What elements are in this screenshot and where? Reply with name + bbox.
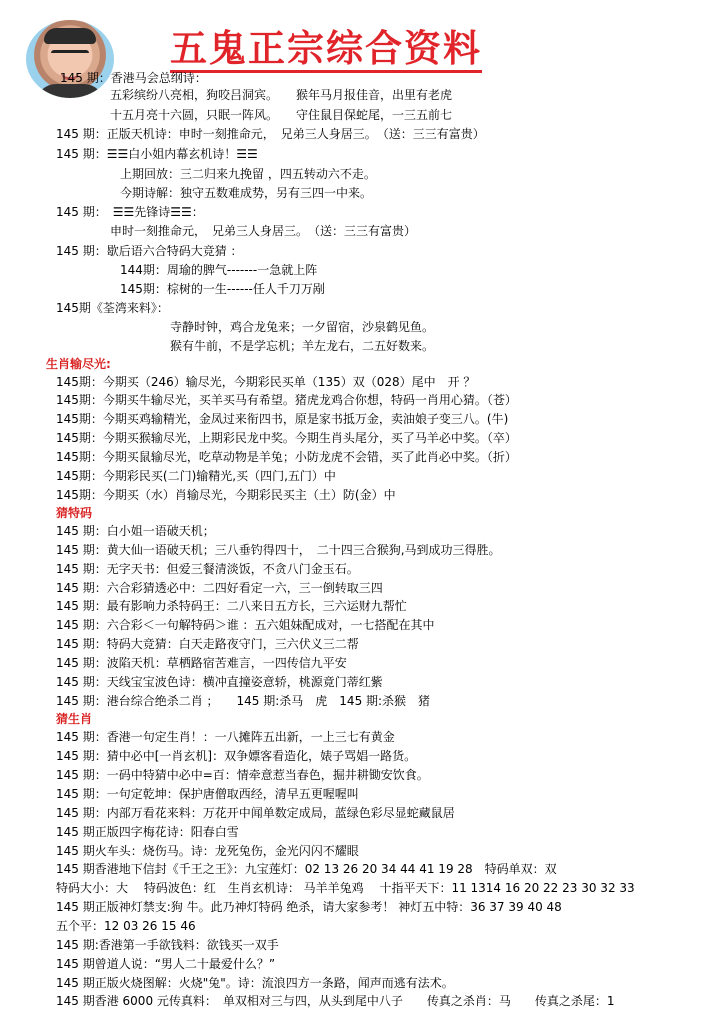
- text-line: 145 期：一句定乾坤：保护唐僧取西经，清早五更喔喔叫: [56, 787, 359, 801]
- text-line: 145 期香港 6000 元传真料： 单双相对三与四，从头到尾中八子 传真之杀肖：马 传真之杀尾：1: [56, 994, 615, 1008]
- text-line: 144期：周瑜的脾气-------一急就上阵: [120, 263, 318, 277]
- text-line: 145 期正版神灯禁支:狗 牛。此乃神灯特码 绝杀，请大家参考！ 神灯五中特：36 37 39 40 48: [56, 900, 562, 914]
- section-heading: 猜特码: [56, 506, 93, 520]
- text-line: 145 期：白小姐一语破天机；: [56, 524, 215, 538]
- text-line: 145 期：一码中特猜中必中=百：情牵意惹当春色，掘井耕锄安饮食。: [56, 768, 429, 782]
- text-line: 145 期：☰☰白小姐内幕玄机诗！☰☰: [56, 147, 258, 161]
- text-line: 145 期曾道人说：“男人二十最爱什么？”: [56, 957, 276, 971]
- text-line: 145 期：港台综合绝杀二肖 ； 145 期:杀马 虎 145 期:杀猴 猪: [56, 694, 431, 708]
- text-line: 申时一刻推命元， 兄弟三人身居三。 （送：三三有富贵）: [110, 224, 417, 238]
- text-line: 145 期：六合彩猜透必中：二四好看定一六，三一倒转取三四: [56, 581, 383, 595]
- text-line: 145 期：正版天机诗：申时一刻推命元， 兄弟三人身居三。 （送：三三有富贵）: [56, 127, 485, 141]
- text-line: 145期：今期买鼠输尽光，吃草动物是羊兔；小防龙虎不会错，买了此肖必中奖。（折）: [56, 450, 517, 464]
- text-line: 十五月亮十六圆，只眠一阵风。 守住鼠目保蛇尾，一三五前七: [110, 108, 453, 122]
- text-line: 145 期：香港一句定生肖！：一八摊阵五出新，一上三七有黄金: [56, 730, 395, 744]
- text-line: 145 期：内部万看花来料：万花开中闻单数定成局，蓝绿色彩尽显蛇藏鼠居: [56, 806, 455, 820]
- text-line: 145 期:香港第一手欲钱料：欲钱买一双手: [56, 938, 279, 952]
- page-title: 五鬼正宗综合资料: [170, 26, 482, 73]
- text-line: 猴有牛前，不是学忘机；羊左龙右，二五好数来。: [170, 339, 435, 353]
- text-line: 145 期火车头：烧伤马。诗：龙死兔伤，金光闪闪不耀眼: [56, 844, 359, 858]
- text-line: 145 期：六合彩＜一句解特码＞谁 ：五六姐妹配成对，一七搭配在其中: [56, 618, 435, 632]
- text-line: 今期诗解：独守五数难成势，另有三四一中来。: [120, 186, 373, 200]
- text-line: 145期：今期买猴输尽光，上期彩民龙中奖。今期生肖头尾分，买了马羊必中奖。（卒）: [56, 431, 517, 445]
- text-line: 145期：今期买（246）输尽光，今期彩民买单（135）双（028）尾中 开 ？: [56, 375, 476, 389]
- text-line: 145期：今期买（水）肖输尽光，今期彩民买主（土）防(金）中: [56, 488, 396, 502]
- text-line: 145 期：歇后语六合特码大竞猜 ：: [56, 244, 243, 258]
- text-line: 145期：今期买鸡输精光，金凤过来衔四书，原是家书抵万金，卖油娘子变三八。(牛): [56, 412, 509, 426]
- text-line: 145 期：波陷天机：草栖路宿苦难言，一四传信九平安: [56, 656, 347, 670]
- text-line: 145 期：特码大竞猜：白天走路夜守门，三六伏义三二帮: [56, 637, 359, 651]
- section-heading: 生肖输尽光:: [46, 357, 111, 371]
- text-line: 145 期：香港马会总纲诗：: [60, 71, 207, 85]
- text-line: 145期《荃湾来料》：: [56, 301, 169, 315]
- text-line: 145 期香港地下信封《千王之王》：九宝莲灯：02 13 26 20 34 44 41 19 28 特码单双：双: [56, 862, 557, 876]
- text-line: 145 期：无字天书：但爱三餐清淡饭，不贪八门金玉石。: [56, 562, 359, 576]
- text-line: 145 期：猜中必中[一肖玄机]：双争嫖客看造化，婊子骂娼一路货。: [56, 749, 417, 763]
- text-line: 145期：今期彩民买(二门)输精光,买（四门,五门）中: [56, 469, 336, 483]
- text-line: 寺静时钟，鸡合龙兔来；一夕留宿，沙泉鹤见鱼。: [170, 320, 435, 334]
- text-line: 145期：棕树的一生------任人千刀万剐: [120, 282, 325, 296]
- text-line: 特码大小：大 特码波色：红 生肖玄机诗： 马羊羊兔鸡 十指平天下：11 1314 16 20 22 23 30 32 33: [56, 881, 635, 895]
- text-line: 145期：今期买牛输尽光，买羊买马有希望。猪虎龙鸡合你想，特码一肖用心猜。（苍）: [56, 393, 517, 407]
- text-line: 五个平：12 03 26 15 46: [56, 919, 196, 933]
- text-line: 145 期正版火烧图解：火烧"兔"。诗：流浪四方一条路，闻声而逃有法术。: [56, 976, 454, 990]
- text-line: 145 期：黄大仙一语破天机；三八垂钓得四十， 二十四三合猴狗,马到成功三得胜。: [56, 543, 501, 557]
- text-line: 145 期：天线宝宝波色诗：横冲直撞姿意轿，桃源竟门蒂红紫: [56, 675, 383, 689]
- text-line: 上期回放：三二归来九挽留 ，四五转动六不走。: [120, 167, 376, 181]
- section-heading: 猜生肖: [56, 712, 93, 726]
- text-line: 145 期正版四字梅花诗：阳春白雪: [56, 825, 239, 839]
- text-line: 145 期： ☰☰先锋诗☰☰：: [56, 205, 204, 219]
- text-line: 145 期：最有影响力杀特码王：二八来日五方长，三六运财九帮忙: [56, 599, 407, 613]
- text-line: 五彩缤纷八亮相，狗咬吕洞宾。 猴年马月报佳音，出里有老虎: [110, 88, 453, 102]
